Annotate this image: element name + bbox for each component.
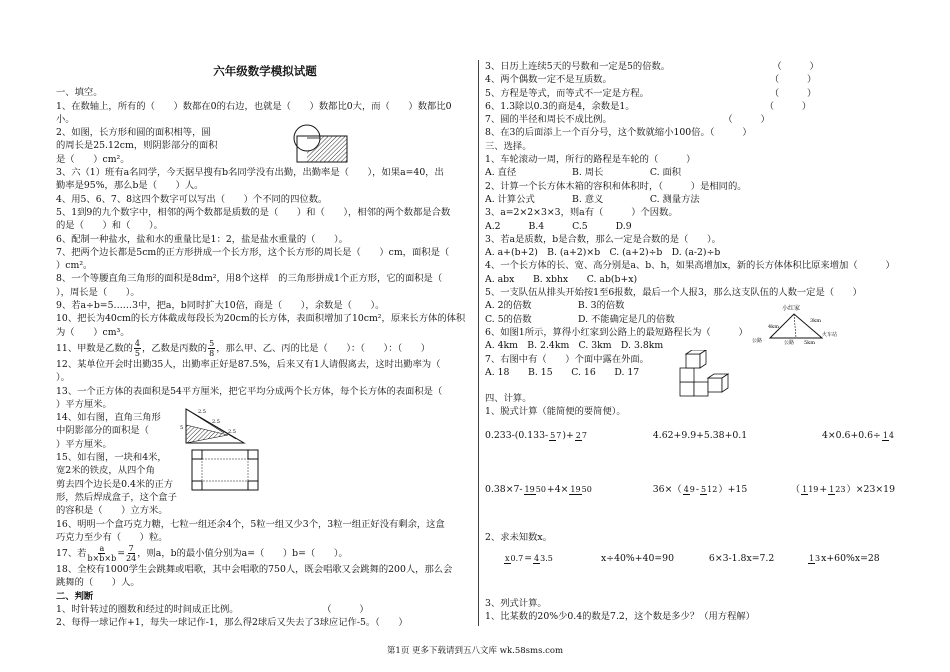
- map-label-left: 4km: [768, 324, 779, 330]
- question-line: 8、一个等腰直角三角形的面积是8dm²，用8个这样 的三角形拼成1个正方形，它的面积是（: [56, 273, 443, 285]
- judge-line: 7、圆的半径和周长不成比例。 （ ）: [485, 114, 770, 126]
- equation-4: 13x+60%x=28: [808, 553, 880, 565]
- expr-3: 4×0.6+0.6÷ 14: [821, 430, 894, 442]
- judge-line: 1、时针转过的圈数和经过的时间成正比例。 （ ）: [56, 603, 369, 615]
- choice-line: A. 计算公式 B. 意义 C. 测量方法: [485, 193, 700, 205]
- judge-line: 3、日历上连续5天的号数和一定是5的倍数。 （ ）: [485, 61, 819, 72]
- choice-line: A. 18 B. 15 C. 16 D. 17: [485, 366, 640, 378]
- question-line: 2、如图，长方形和圆的面积相等，圆: [56, 127, 211, 139]
- choice-line: A.2 B.4 C.5 D.9: [485, 220, 632, 232]
- choice-line: A. a+(b+2) B. (a+2)×b C. (a+2)÷b D. (a-2)÷b: [485, 247, 721, 259]
- choice-line: A. abx B. xbhx C. ab(b+x): [485, 273, 638, 285]
- map-label-station: 火车站: [822, 332, 838, 338]
- left-column: [56, 60, 474, 630]
- question-line: 为（ ）cm³。: [56, 326, 130, 338]
- map-label-right: 3km: [810, 318, 821, 324]
- judge-line: 2、每得一球记作+1，每失一球记作-1，那么得2球后又失去了3球应记作-5。（ ）: [56, 617, 408, 629]
- equation-1: x0.7= 43.5: [505, 553, 553, 565]
- calc-part1-title: 1、脱式计算（能简便的要简便）。: [485, 406, 626, 418]
- question-line: ）。: [56, 372, 70, 384]
- question-line: 宽2米的铁皮，从四个角: [56, 465, 155, 477]
- expr-6: （ 119+ 123）×23×19: [790, 484, 895, 496]
- question-line: ）平方厘米。: [56, 438, 112, 450]
- triangle-label-side: 5: [180, 425, 184, 431]
- column-divider: [478, 60, 479, 626]
- judge-line: 6、1.3除以0.3的商是4，余数是1。 （ ）: [485, 100, 812, 112]
- question-line: ）平方厘米。: [56, 398, 112, 410]
- question-line: 的容积是（ ）立方米。: [56, 505, 168, 517]
- choice-line: 7、右图中有（ ）个面中露在外面。: [485, 353, 649, 365]
- question-line: 跳舞的（ ）人。: [56, 577, 140, 589]
- question-line: 形，然后焊成盒子，这个盒子: [56, 491, 177, 503]
- question-line: 10、把长为40cm的长方体截成每段长为20cm的长方体，表面积增加了10cm²，原来长方体的体积: [56, 313, 466, 325]
- equation-3: 6×3-1.8x=7.2: [708, 553, 775, 565]
- judge-questions-continued: [485, 60, 905, 140]
- question-line: 的是（ ）和（ ）。: [56, 220, 163, 232]
- calc-part3-question: 1、比某数的20%少0.4的数是7.2，这个数是多少？（用方程解）: [485, 611, 755, 623]
- question-line: 9、若a÷b=5……3中，把a，b同时扩大10倍，商是（ ），余数是（ ）。: [56, 300, 385, 312]
- section-choice: 三、选择。: [485, 140, 532, 152]
- question-line: 的周长是25.12cm，则阴影部分的面积: [56, 140, 218, 152]
- question-line: 是（ ）cm²。: [56, 153, 130, 165]
- question-line: 16、明明一个盒巧克力糖，七粒一组还余4个，5粒一组又少3个，3粒一组正好没有剩余，这盒: [56, 518, 445, 530]
- section-fill-in: 一、填空。: [56, 87, 103, 99]
- fill-in-questions-part2: [56, 358, 474, 544]
- question-11: 11、甲数是乙数的 $\frac{4}{5}$ ，乙数是丙数的 $\frac{5}{8}$ ，那么甲、乙、丙的比是（ ）：（ ）：（ ）: [56, 338, 431, 358]
- map-label-road: 公路: [752, 338, 763, 344]
- question-line: 15、如右图，一块和4米，: [56, 452, 167, 464]
- page-title: 六年级数学模拟试题: [213, 64, 317, 78]
- footer: 第1页 更多下载请到五八文库 wk.58sms.com: [386, 646, 564, 656]
- question-line: 剪去四个边长是0.4米的正方: [56, 478, 174, 490]
- judge-questions: [56, 603, 474, 630]
- question-line: 巧克力至少有（ ）粒。: [56, 531, 168, 543]
- fill-in-questions-part1: [56, 100, 474, 339]
- fill-in-questions-part3: [56, 563, 474, 590]
- choice-line: A. 4km B. 2.4km C. 3km D. 3.8km: [485, 340, 664, 352]
- choice-line: 4、一个长方体的长、宽、高分别是a、b、h，如果高增加x，新的长方体体积比原来增加（ ）: [485, 260, 895, 272]
- question-17: 17、若 $\frac{a}{b\times b\times b}$ = $\frac{7}{24}$ ，则a，b的最小值分别为a=（ ）b=（ ）。: [56, 544, 348, 564]
- choice-line: 1、车轮滚动一周，所行的路程是车轮的（ ）: [485, 154, 696, 166]
- equation-2: x÷40%+40=90: [601, 553, 674, 565]
- expr-2: 4.62+9.9+5.38+0.1: [652, 430, 748, 442]
- choice-line: 2、计算一个长方体木箱的容积和体积时，（ ）是相同的。: [485, 180, 747, 192]
- choice-line: A. 直径 B. 周长 C. 面积: [485, 167, 682, 179]
- expr-4: 0.38×7- 1950+4× 1950: [485, 484, 592, 496]
- choice-line: 3、a=2×2×3×3，则a有（ ）个因数。: [485, 207, 678, 219]
- calc-row1: [485, 425, 905, 447]
- choice-line: A. 2的倍数 B. 3的倍数: [485, 300, 625, 312]
- triangle-label-mid: 2.5: [212, 419, 220, 425]
- question-line: ），周长是（ ）。: [56, 286, 140, 298]
- question-line: 小。: [56, 113, 75, 125]
- question-line: 13、一个正方体的表面积是54平方厘米，把它平均分成两个长方体，每个长方体的表面积是（: [56, 385, 443, 397]
- map-label-home: 小红家: [782, 305, 801, 312]
- map-figure: [752, 300, 848, 346]
- question-line: 中阴影部分的面积是（: [56, 425, 149, 437]
- equation-row: [485, 548, 905, 570]
- question-line: ）cm²。: [56, 260, 93, 272]
- question-line: 勤率是95%，那么b是（ ）人。: [56, 180, 204, 192]
- question-line: 7、把两个边长都是5cm的正方形拼成一个长方形，这个长方形的周长是（ ）cm，面积是（: [56, 246, 468, 258]
- expr-5: 36×（ 49- 512）+15: [652, 484, 748, 496]
- question-line: 14、如右图，直角三角形: [56, 412, 161, 424]
- question-line: 18、全校有1000学生会跳舞或唱歌，其中会唱歌的750人，既会唱歌又会跳舞的200人，那么会: [56, 564, 453, 576]
- map-label-distance: 5km: [804, 340, 815, 346]
- map-label-road-bottom: 公路: [784, 340, 795, 346]
- calc-row2: [485, 479, 905, 501]
- choice-line: 5、一支队伍从排头开始按1至6报数，最后一个人报3，那么这支队伍的人数一定是（ ）: [485, 287, 862, 299]
- iron-sheet-figure: [190, 448, 262, 496]
- question-line: 1、在数轴上，所有的（ ）数都在0的右边，也就是（ ）数都比0大，而（ ）数都比0: [56, 100, 452, 112]
- circle-rectangle-figure: [285, 124, 355, 164]
- triangle-label-top: 2.5: [198, 409, 206, 415]
- judge-line: 8、在3的后面添上一个百分号，这个数就缩小100倍。（ ）: [485, 127, 752, 139]
- question-line: 4、用5、6、7、8这四个数字可以写出（ ）个不同的四位数。: [56, 193, 328, 205]
- expr-1: 0.233-(0.133- 57)+ 27: [485, 430, 587, 442]
- choice-line: C. 5的倍数 D. 不能确定是几的倍数: [485, 313, 675, 325]
- triangle-label-low: 2.5: [228, 429, 236, 435]
- choice-line: 3、若a是质数，b是合数，那么一定是合数的是（ ）。: [485, 233, 721, 245]
- question-line: 5、1到9的九个数字中，相邻的两个数都是质数的是（ ）和（ ），相邻的两个数都是合数: [56, 206, 451, 218]
- section-judge: 二、判断: [56, 590, 94, 602]
- judge-line: 5、方程是等式，而等式不一定是方程。 （ ）: [485, 87, 817, 99]
- section-calc: 四、计算。: [485, 393, 532, 405]
- calc-part2-title: 2、求未知数x。: [485, 531, 552, 543]
- question-line: 12、某单位开会时出勤35人，出勤率正好是87.5%，后来又有1人请假离去，这时出勤率为（: [56, 358, 441, 370]
- right-triangle-figure: [178, 405, 248, 445]
- question-line: 6、配制一种盐水，盐和水的重量比是1：2，盐是盐水重量的（ ）。: [56, 233, 349, 245]
- judge-line: 4、两个偶数一定不是互质数。 （ ）: [485, 74, 817, 86]
- question-line: 3、六（1）班有a名同学，今天据早搜有b名同学没有出勤，出勤率是（ ），如果a=40，出: [56, 167, 444, 179]
- calc-part3-title: 3、列式计算。: [485, 598, 547, 610]
- choice-line: 6、如图1所示，算得小红家到公路上的最短路程长为（ ）: [485, 326, 748, 338]
- cube-stack-figure: [676, 350, 736, 398]
